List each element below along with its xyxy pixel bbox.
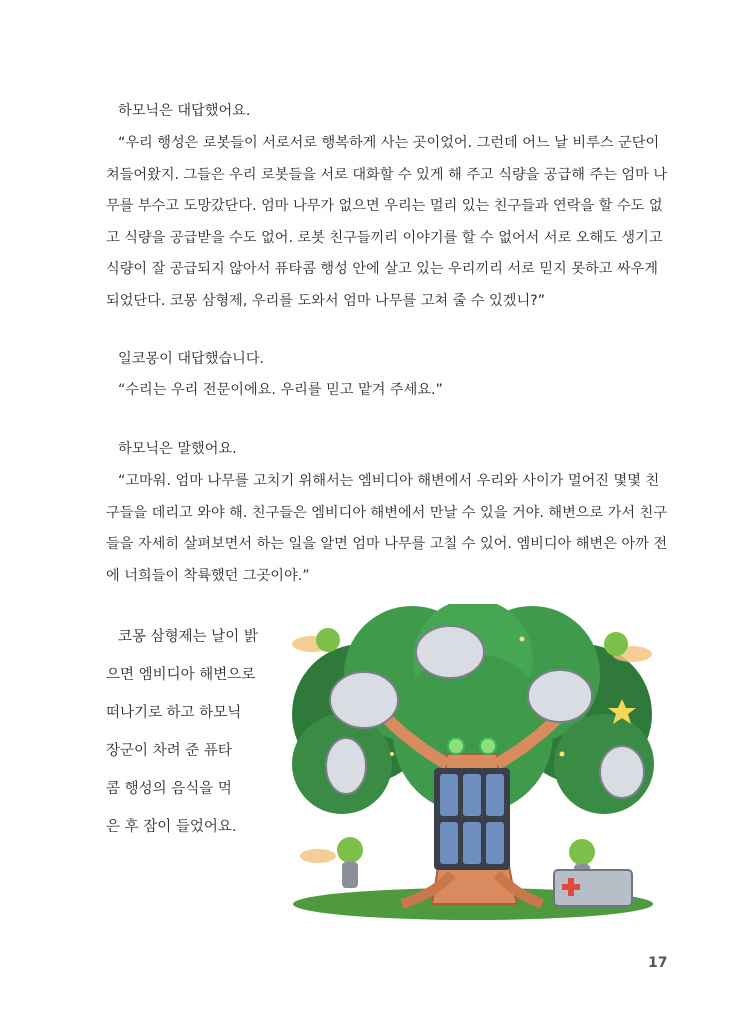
text-line: “고마워. 엄마 나무를 고치기 위해서는 엠비디아 해변에서 우리와 사이가 멀어진 몇몇 친 (118, 473, 660, 489)
battery-compartment (434, 768, 510, 870)
text-line: 일코몽이 대답했습니다. (118, 351, 265, 367)
first-aid-box-icon (554, 870, 632, 906)
paragraph-4 (106, 375, 666, 407)
paragraph-3 (106, 344, 666, 376)
paragraph-7 (106, 618, 286, 846)
text-line: 떠나기로 하고 하모닉 (106, 705, 242, 721)
text-line: “우리 행성은 로봇들이 서로서로 행복하게 사는 곳이었어. 그런데 어느 날 비루스 군단이 (118, 135, 660, 151)
tree-eye-right (480, 738, 496, 754)
text-line: 들을 자세히 살펴보면서 하는 일을 알면 엄마 나무를 고칠 수 있어. 엠비디아 해변은 아까 전 (106, 536, 668, 552)
text-line: 하모닉은 대답했어요. (118, 103, 251, 119)
robot-tree-illustration (282, 604, 664, 922)
paragraph-2 (106, 128, 666, 317)
text-line: 장군이 차려 준 퓨타 (106, 743, 232, 759)
text-line: 에 너희들이 착륙했던 그곳이야.” (106, 567, 310, 584)
page-number: 17 (648, 955, 668, 971)
text-line: 쳐들어왔지. 그들은 우리 로봇들을 서로 대화할 수 있게 해 주고 식량을 공급해 주는 엄마 나 (106, 166, 668, 183)
tree-eye-left (448, 738, 464, 754)
paragraph-1 (106, 96, 666, 128)
text-line: 콤 행성의 음식을 먹 (106, 781, 232, 797)
flying-robot-top-left (292, 628, 340, 652)
text-line: “수리는 우리 전문이에요. 우리를 믿고 맡겨 주세요.” (118, 382, 443, 398)
text-line: 고 식량을 공급받을 수도 없어. 로봇 친구들끼리 이야기를 할 수 없어서 서로 오해도 생기고 (106, 229, 663, 246)
text-line: 으면 엠비디아 해변으로 (106, 667, 256, 683)
text-line: 무를 부수고 도망갔단다. 엄마 나무가 없으면 우리는 멀리 있는 친구들과 연락을 할 수도 없 (106, 198, 663, 214)
paragraph-6 (106, 466, 666, 592)
text-line: 은 후 잠이 들었어요. (106, 819, 237, 835)
robot-bottom-left (300, 837, 363, 888)
text-line: 하모닉은 말했어요. (118, 441, 237, 457)
text-line: 코몽 삼형제는 날이 밝 (118, 629, 258, 645)
text-line: 식량이 잘 공급되지 않아서 퓨타콤 행성 안에 살고 있는 우리끼리 서로 믿지 못하고 싸우게 (106, 261, 659, 277)
text-line: 구들을 데리고 와야 해. 친구들은 엠비디아 해변에서 만날 수 있을 거야. 해변으로 가서 친구 (106, 504, 668, 521)
paragraph-5 (106, 434, 666, 466)
text-line: 되었단다. 코몽 삼형제, 우리를 도와서 엄마 나무를 고쳐 줄 수 있겠니?” (106, 292, 546, 309)
